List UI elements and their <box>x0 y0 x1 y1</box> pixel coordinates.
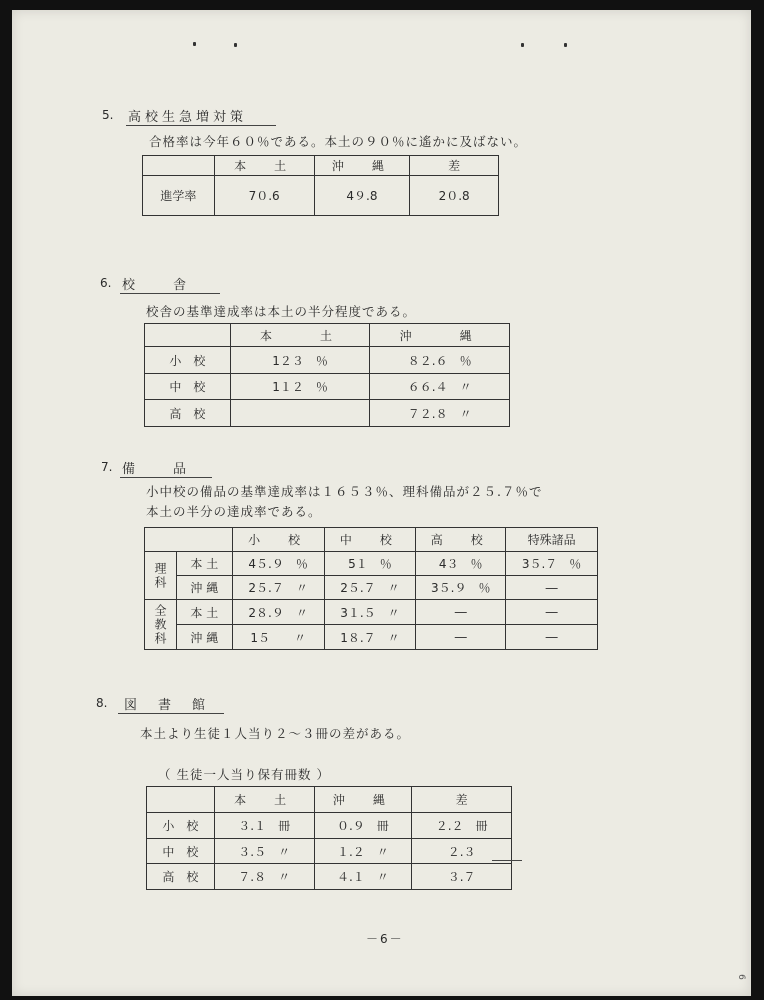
table-cell: 4３ ％ <box>416 552 506 576</box>
column-header: 高 校 <box>416 528 506 552</box>
section-7-text-line-2: 本土の半分の達成率である。 <box>146 504 322 519</box>
section-7-text-line-1: 小中校の備品の基準達成率は１６５３％、理科備品が２５.７％で <box>146 484 543 499</box>
section-8-underline <box>118 713 224 714</box>
stray-line <box>492 860 522 861</box>
row-label: 中 校 <box>145 374 231 400</box>
section-5-number: 5. <box>102 108 114 122</box>
table-cell: １.２ 〃 <box>314 839 412 864</box>
column-header: 沖 縄 <box>314 787 412 813</box>
group-label: 理科 <box>152 561 167 590</box>
table-cell: 1１２ ％ <box>230 374 370 400</box>
table-cell: 2０.8 <box>410 176 499 216</box>
row-label: 高 校 <box>145 400 231 427</box>
table-cell: 1５ 〃 <box>232 625 324 650</box>
section-6-table <box>144 323 510 427</box>
column-header: 差 <box>410 156 499 176</box>
section-6-text: 校舎の基準達成率は本土の半分程度である。 <box>146 304 417 319</box>
column-header: 沖 縄 <box>370 324 510 347</box>
table-cell: ― <box>506 625 598 650</box>
group-label: 全教科 <box>152 603 167 646</box>
row-label: 沖 縄 <box>176 625 232 650</box>
table-cell: 1２３ ％ <box>230 347 370 374</box>
row-label: 本 土 <box>176 552 232 576</box>
edge-mark: 6 <box>735 974 746 980</box>
document-page <box>12 10 751 996</box>
table-cell: ７２.８ 〃 <box>370 400 510 427</box>
column-header: 本 土 <box>214 787 314 813</box>
section-7-title: 備 品 <box>122 462 191 477</box>
row-label: 小 校 <box>145 347 231 374</box>
row-label: 沖 縄 <box>176 576 232 600</box>
column-header: 特殊諸品 <box>506 528 598 552</box>
column-header: 中 校 <box>324 528 416 552</box>
table-cell: ３.１ 冊 <box>214 813 314 839</box>
section-7-number: 7. <box>101 460 113 474</box>
section-6-title: 校 舎 <box>122 278 191 293</box>
section-5-title: 高校生急増対策 <box>128 110 248 125</box>
table-cell: 2５.７ 〃 <box>232 576 324 600</box>
table-cell: ０.９ 冊 <box>314 813 412 839</box>
section-5-table <box>142 155 499 216</box>
empty-header-cell <box>147 787 215 813</box>
table-cell: 3１.５ 〃 <box>324 600 416 625</box>
table-cell: 2８.９ 〃 <box>232 600 324 625</box>
table-cell: ４.１ 〃 <box>314 864 412 890</box>
section-8-title: 図 書 館 <box>124 698 210 713</box>
row-label: 小 校 <box>147 813 215 839</box>
table-cell: ６６.４ 〃 <box>370 374 510 400</box>
table-cell: ２.２ 冊 <box>412 813 512 839</box>
row-label: 進学率 <box>143 176 215 216</box>
table-cell: ― <box>506 600 598 625</box>
table-cell: ― <box>506 576 598 600</box>
table-cell: ― <box>416 625 506 650</box>
table-cell: ３.５ 〃 <box>214 839 314 864</box>
section-6-underline <box>120 293 220 294</box>
column-header: 本 土 <box>214 156 314 176</box>
section-6-number: 6. <box>100 276 112 290</box>
table-cell: 4９.8 <box>314 176 410 216</box>
punch-mark <box>193 42 196 46</box>
empty-header-cell <box>143 156 215 176</box>
section-7-table <box>144 527 598 650</box>
section-8-caption: （ 生徒一人当り保有冊数 ） <box>158 767 330 782</box>
section-5-underline <box>126 125 276 126</box>
table-cell: 2５.７ 〃 <box>324 576 416 600</box>
column-header: 小 校 <box>232 528 324 552</box>
row-label: 高 校 <box>147 864 215 890</box>
table-cell: 3５.７ ％ <box>506 552 598 576</box>
table-cell: 7０.6 <box>214 176 314 216</box>
table-cell: ７.８ 〃 <box>214 864 314 890</box>
row-label: 中 校 <box>147 839 215 864</box>
page-number: －6－ <box>366 932 404 946</box>
table-cell <box>230 400 370 427</box>
empty-header-cell <box>145 528 233 552</box>
table-cell: 3５.９ ％ <box>416 576 506 600</box>
table-cell: 1８.７ 〃 <box>324 625 416 650</box>
section-5-text: 合格率は今年６０％である。本土の９０％に遙かに及ばない。 <box>149 134 528 149</box>
section-7-underline <box>120 477 212 478</box>
column-header: 本 土 <box>230 324 370 347</box>
table-cell: 4５.９ ％ <box>232 552 324 576</box>
column-header: 差 <box>412 787 512 813</box>
punch-mark <box>521 43 524 47</box>
table-cell: 5１ ％ <box>324 552 416 576</box>
section-8-number: 8. <box>96 696 108 710</box>
table-cell: ３.７ <box>412 864 512 890</box>
punch-mark <box>234 43 237 47</box>
table-cell: ２.３ <box>412 839 512 864</box>
column-header: 沖 縄 <box>314 156 410 176</box>
row-label: 本 土 <box>176 600 232 625</box>
empty-header-cell <box>145 324 231 347</box>
punch-mark <box>564 43 567 47</box>
table-cell: ８２.６ ％ <box>370 347 510 374</box>
section-8-text: 本土より生徒１人当り２～３冊の差がある。 <box>140 726 411 741</box>
section-8-table <box>146 786 512 890</box>
table-cell: ― <box>416 600 506 625</box>
